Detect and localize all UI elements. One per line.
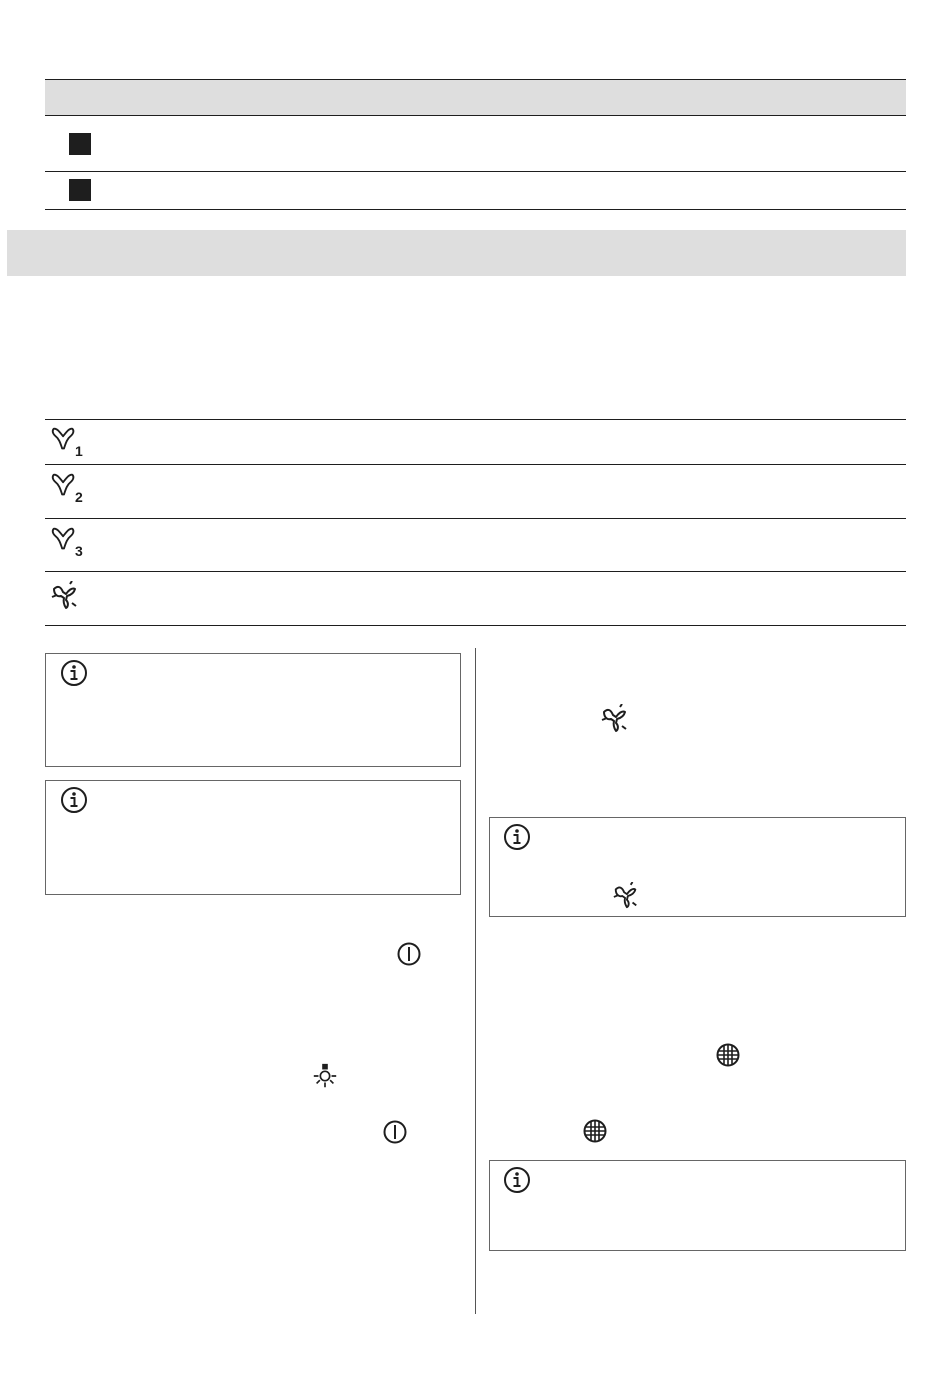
info-box-left-1	[45, 653, 461, 767]
top-table-bottom-rule	[45, 209, 906, 210]
fan-speed-3-icon	[50, 526, 90, 558]
power-icon	[382, 1119, 408, 1145]
grease-filter-icon	[582, 1118, 608, 1144]
fan-speed-1-row	[45, 420, 906, 464]
fan-speed-2-icon	[50, 472, 90, 504]
power-icon	[396, 941, 422, 967]
fan-boost-row	[45, 572, 906, 625]
info-icon	[59, 658, 89, 688]
info-box-right-2	[489, 1160, 906, 1251]
fan-speed-1-icon	[50, 426, 90, 458]
svg-text:1: 1	[75, 443, 83, 458]
fan-table-bottom-rule	[45, 625, 906, 626]
grease-filter-icon	[715, 1042, 741, 1068]
light-icon	[311, 1062, 339, 1090]
filled-square-icon	[69, 133, 91, 155]
info-box-right-1	[489, 817, 906, 917]
info-icon	[59, 785, 89, 815]
filled-square-icon	[69, 179, 91, 201]
fan-speed-3-row	[45, 519, 906, 571]
top-table-header	[45, 80, 906, 115]
top-table-row-rule	[45, 171, 906, 172]
fan-boost-icon	[600, 704, 630, 734]
info-icon	[502, 1165, 532, 1195]
fan-speed-2-row	[45, 465, 906, 518]
svg-text:3: 3	[75, 543, 83, 558]
svg-text:2: 2	[75, 489, 83, 504]
fan-boost-icon	[612, 882, 640, 910]
fan-boost-icon	[50, 581, 80, 611]
section-header-band	[7, 230, 906, 276]
info-box-left-2	[45, 780, 461, 895]
top-table-header-rule	[45, 115, 906, 116]
info-icon	[502, 822, 532, 852]
column-divider	[475, 648, 476, 1314]
